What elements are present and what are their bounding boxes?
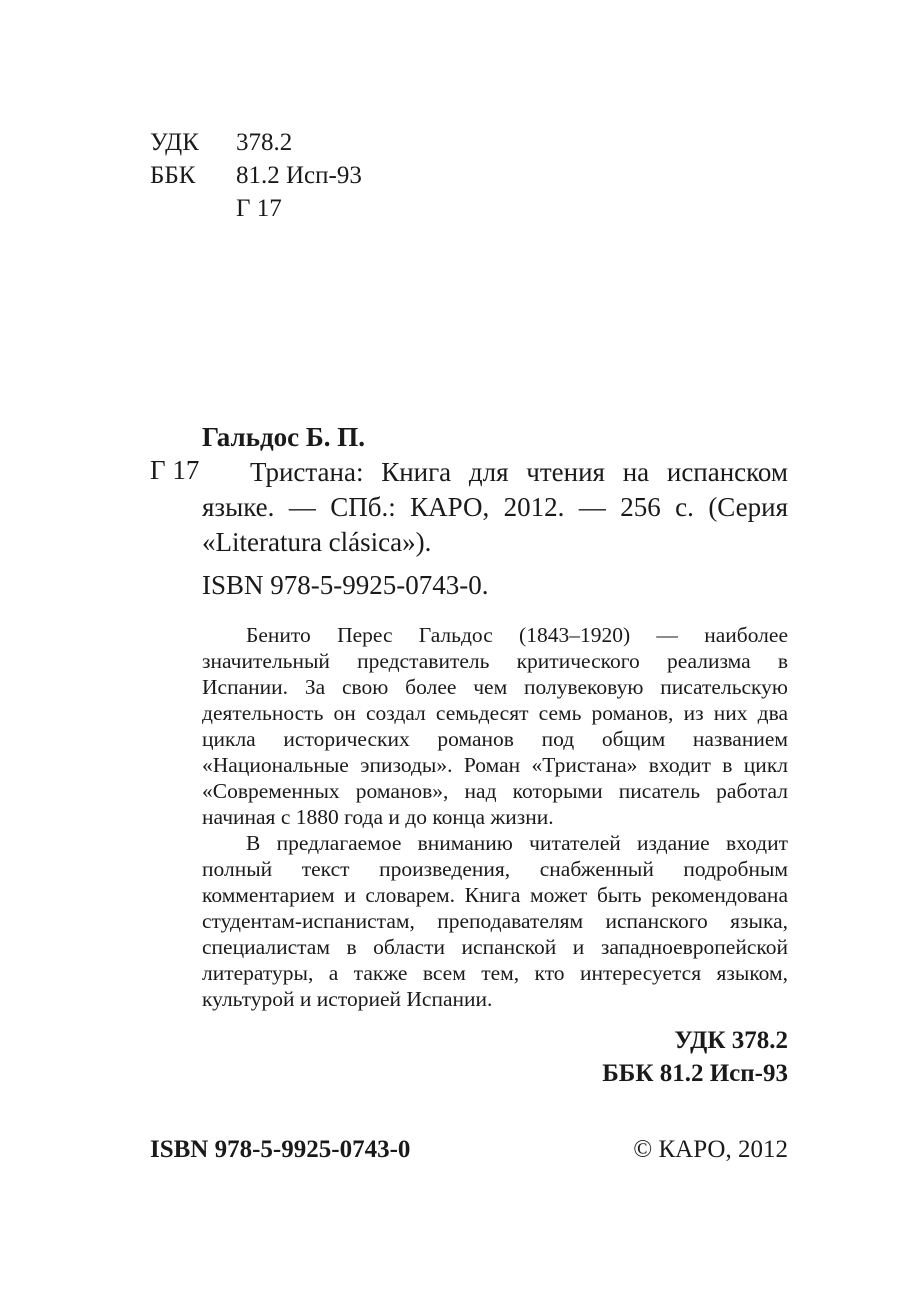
title-description: Тристана: Книга для чтения на испанском языке. — СПб.: КАРО, 2012. — 256 с. (Серия «Literatura clásica»). bbox=[202, 457, 788, 557]
annotation-paragraph-2: В предлагаемое вниманию читателей издание входит полный текст произведения, снабженный подробным комментарием и словарем. Книга может быть рекомендована студентам-испанистам, преподавателям испанского языка, специалистам в области испанской и западноевропейской литературы, а также всем тем, кто интересуется языком, культурой и историей Испании. bbox=[202, 831, 788, 1011]
footer-isbn: ISBN 978-5-9925-0743-0 bbox=[150, 1136, 411, 1163]
copyright: © КАРО, 2012 bbox=[633, 1136, 788, 1163]
bbk-value: 81.2 Исп-93 bbox=[236, 162, 362, 189]
author-code-top: Г 17 bbox=[236, 195, 282, 222]
udk-value: 378.2 bbox=[236, 129, 293, 156]
bottom-udk: УДК 378.2 bbox=[674, 1027, 788, 1054]
annotation-paragraph-1: Бенито Перес Гальдос (1843–1920) — наиболее значительный представитель критического реализма в Испании. За свою более чем полувековую писательскую деятельность он создал семьдесят семь романов, из них два цикла исторических романов под общим названием «Национальные эпизоды». Роман «Тристана» входит в цикл «Современных романов», над которыми писатель работал начиная с 1880 года и до конца жизни. bbox=[202, 623, 788, 829]
bottom-bbk: ББК 81.2 Исп-93 bbox=[602, 1060, 788, 1087]
author-code: Г 17 bbox=[150, 455, 200, 485]
bbk-label: ББК bbox=[150, 162, 196, 189]
author-name: Гальдос Б. П. bbox=[202, 422, 365, 452]
udk-label: УДК bbox=[150, 129, 199, 156]
entry-isbn: ISBN 978-5-9925-0743-0. bbox=[202, 570, 489, 600]
